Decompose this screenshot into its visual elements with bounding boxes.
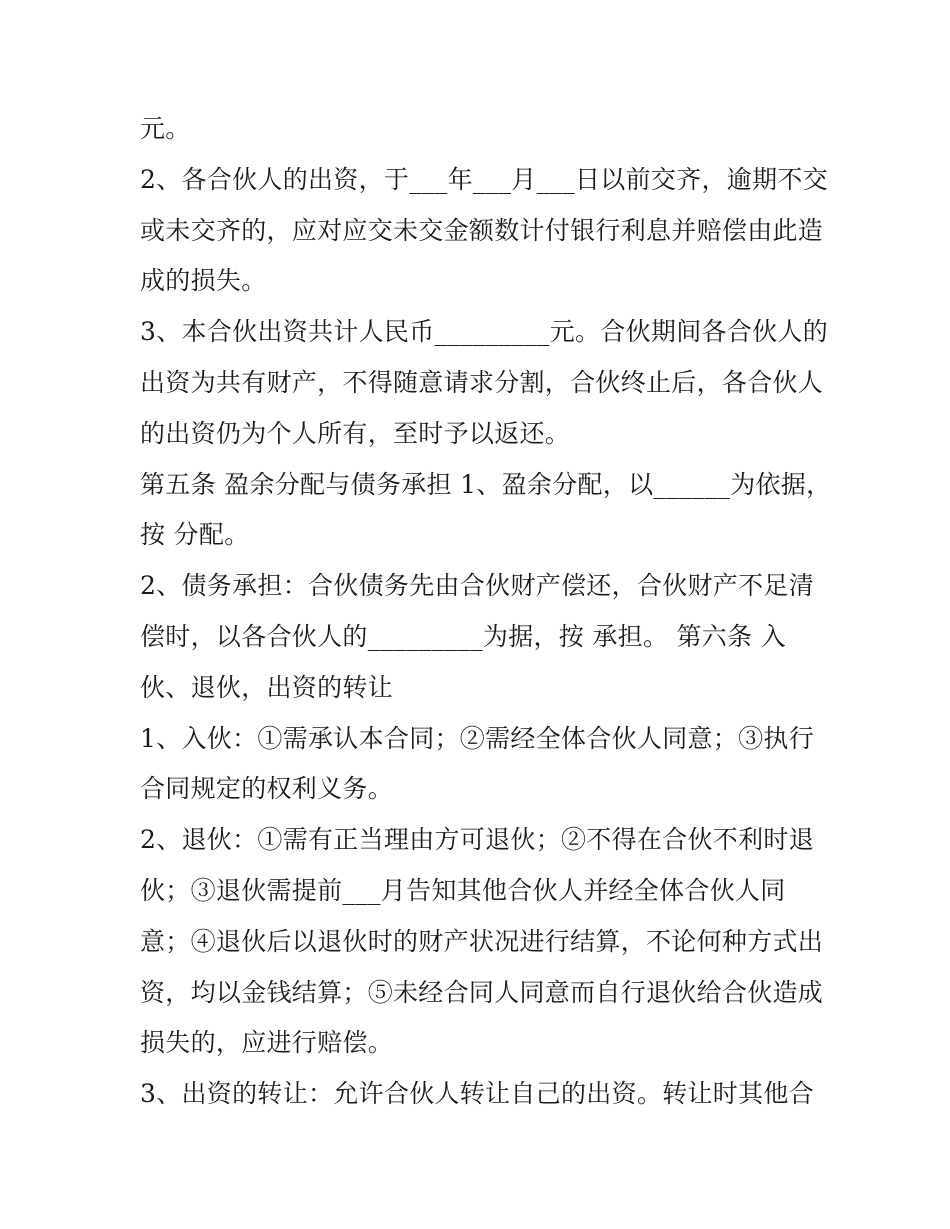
text-line: 或未交齐的，应对应交未交金额数计付银行利息并赔偿由此造 bbox=[140, 215, 824, 245]
text-line: 的出资仍为个人所有，至时予以返还。 bbox=[140, 418, 571, 448]
document-body bbox=[140, 104, 830, 1120]
text-line: 按 分配。 bbox=[140, 520, 250, 550]
text-line: 2、各合伙人的出资，于___年___月___日以前交齐，逾期不交 bbox=[140, 164, 829, 194]
text-line: 3、本合伙出资共计人民币_________元。合伙期间各合伙人的 bbox=[140, 317, 829, 347]
text-line: 资，均以金钱结算；⑤未经合同人同意而自行退伙给合伙造成 bbox=[140, 977, 824, 1007]
text-line: 成的损失。 bbox=[140, 266, 267, 296]
text-line: 伙、退伙，出资的转让 bbox=[140, 672, 394, 702]
text-line: 第五条 盈余分配与债务承担 1、盈余分配，以______为依据， bbox=[140, 469, 832, 499]
text-line: 伙；③退伙需提前___月告知其他合伙人并经全体合伙人同 bbox=[140, 875, 786, 905]
text-line: 出资为共有财产，不得随意请求分割，合伙终止后，各合伙人 bbox=[140, 367, 824, 397]
text-line: 意；④退伙后以退伙时的财产状况进行结算，不论何种方式出 bbox=[140, 926, 824, 956]
text-line: 3、出资的转让：允许合伙人转让自己的出资。转让时其他合 bbox=[140, 1079, 815, 1109]
text-line: 元。 bbox=[140, 114, 191, 143]
text-line: 合同规定的权利义务。 bbox=[140, 774, 394, 804]
text-line: 2、退伙：①需有正当理由方可退伙；②不得在合伙不利时退 bbox=[140, 825, 815, 855]
text-line: 偿时，以各合伙人的_________为据，按 承担。 第六条 入 bbox=[140, 621, 786, 651]
text-line: 损失的，应进行赔偿。 bbox=[140, 1028, 394, 1058]
text-line: 2、债务承担：合伙债务先由合伙财产偿还，合伙财产不足清 bbox=[140, 571, 815, 601]
text-line: 1、入伙：①需承认本合同；②需经全体合伙人同意；③执行 bbox=[140, 723, 815, 753]
